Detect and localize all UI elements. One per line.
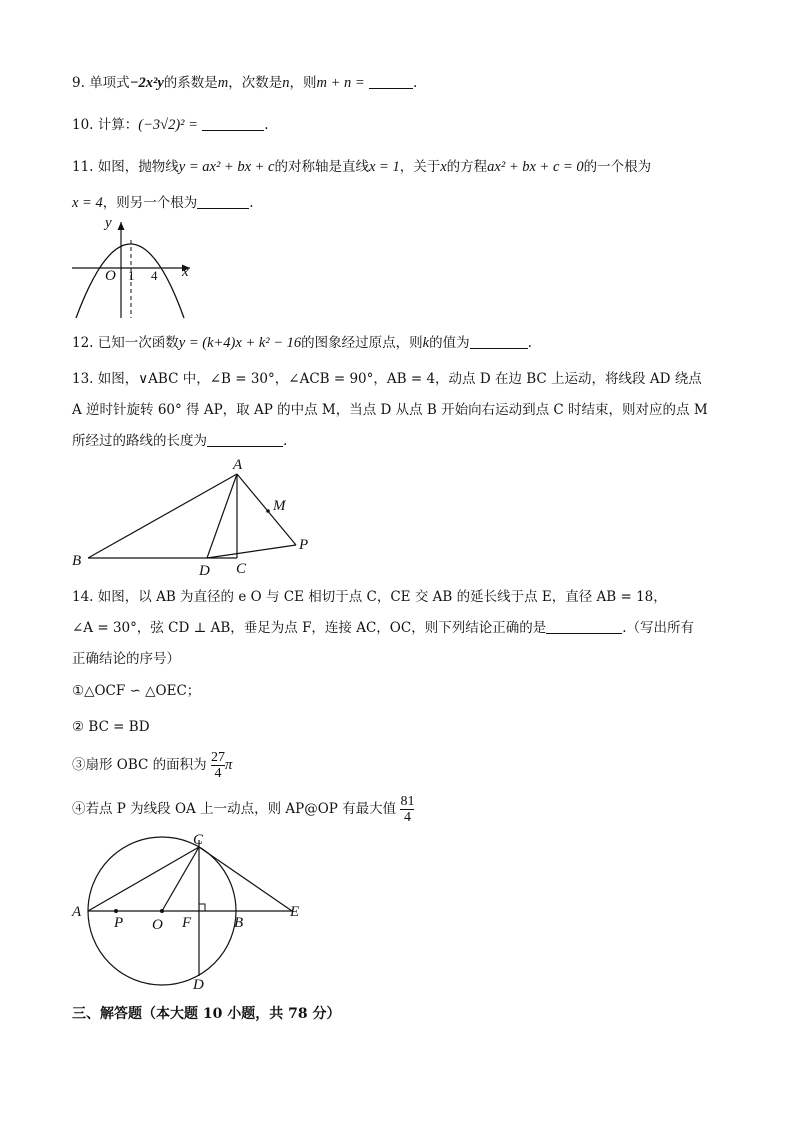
option-2 (72, 718, 150, 736)
text: 的方程 (446, 159, 488, 175)
quadratic-equation: ax² + bx + c = 0 (487, 159, 584, 175)
right-angle-mark (199, 904, 205, 911)
linear-function: y = (k+4)x + k² − 16 (178, 335, 302, 351)
chord-AC (88, 847, 199, 911)
text: 的值为 (429, 335, 470, 351)
circle-figure (64, 828, 324, 994)
text: 的系数是 (163, 75, 218, 91)
question-12 (72, 334, 532, 352)
label-C: C (236, 561, 247, 577)
label-O: O (152, 917, 163, 933)
parabola-figure (70, 214, 200, 324)
section-3-heading: 三、解答题（本大题 10 小题，共 78 分） (72, 1006, 341, 1022)
x-label: x (182, 264, 189, 280)
fraction (400, 794, 414, 825)
segment-DP (207, 545, 296, 558)
point-O (160, 909, 164, 913)
text: 如图，∨ABC 中，∠B = 30°，∠ACB = 90°，AB = 4，动点 D 在边 BC 上运动，将线段 AD 绕点 (97, 371, 702, 387)
question-number: 12. (72, 335, 94, 351)
denominator: 4 (403, 810, 411, 825)
root: x = 4 (72, 195, 103, 211)
option-3 (72, 750, 232, 781)
question-14-line-2 (72, 619, 694, 637)
var-x: x (440, 159, 447, 175)
var-m: m (217, 75, 229, 91)
answer-blank[interactable] (546, 620, 622, 634)
expression: m + n = (316, 75, 365, 91)
question-10 (72, 116, 269, 134)
period: . (283, 433, 288, 449)
var-n: n (282, 75, 290, 91)
answer-blank[interactable] (369, 75, 413, 89)
question-11-line-1 (72, 158, 651, 176)
label-M: M (273, 498, 286, 514)
tick-4-label: 4 (151, 268, 158, 283)
text: 已知一次函数 (97, 335, 179, 351)
text: 的对称轴是直线 (274, 159, 369, 175)
text: 计算： (97, 117, 139, 133)
text: ，则 (289, 75, 317, 91)
question-9 (72, 74, 417, 92)
text: ，则另一个根为 (102, 195, 198, 211)
question-number: 13. (72, 371, 94, 387)
text: ，关于 (399, 159, 441, 175)
text: 如图，抛物线 (97, 159, 179, 175)
point-P (114, 909, 118, 913)
text: 的图象经过原点，则 (301, 335, 423, 351)
fraction (211, 750, 225, 781)
pi: π (224, 757, 233, 773)
option-4 (72, 794, 414, 825)
radius-OC (162, 847, 199, 911)
point-M (266, 509, 270, 513)
label-P: P (114, 915, 124, 931)
y-axis-arrow (118, 222, 125, 230)
answer-blank[interactable] (197, 195, 249, 209)
period: . (264, 117, 269, 133)
question-13-line-1 (72, 370, 702, 388)
option-text: ④若点 P 为线段 OA 上一动点，则 AP@OP 有最大值 (72, 801, 397, 817)
option-text: ② BC = BD (72, 719, 150, 735)
option-text: ③扇形 OBC 的面积为 (72, 757, 207, 773)
option-1 (72, 682, 200, 700)
option-text: ①△OCF ∽ △OEC； (72, 683, 201, 699)
segment-AB (88, 474, 237, 558)
var-k: k (422, 335, 430, 351)
question-13-line-3 (72, 432, 287, 450)
label-C: C (193, 832, 204, 848)
label-D: D (193, 977, 204, 993)
origin-label: O (105, 268, 116, 284)
question-number: 11. (72, 159, 94, 175)
parabola-equation: y = ax² + bx + c (178, 159, 275, 175)
text: 所经过的路线的长度为 (72, 433, 207, 449)
period: . (412, 75, 418, 91)
expression: (−3√2)² = (138, 117, 198, 133)
denominator: 4 (214, 766, 222, 781)
label-B: B (72, 553, 82, 569)
question-13-line-2 (72, 401, 708, 419)
answer-blank[interactable] (207, 433, 283, 447)
tangent-CE (199, 847, 292, 911)
label-E: E (290, 904, 300, 920)
period: . (527, 335, 532, 351)
text: A 逆时针旋转 60° 得 AP，取 AP 的中点 M，当点 D 从点 B 开始向右运动到点 C 时结束，则对应的点 M (72, 402, 708, 418)
answer-blank[interactable] (470, 335, 528, 349)
period: . (249, 195, 254, 211)
label-F: F (182, 915, 192, 931)
text: 单项式 (89, 75, 130, 91)
question-14-line-3 (72, 650, 180, 668)
text: 的一个根为 (583, 159, 652, 175)
text: 如图，以 AB 为直径的 e O 与 CE 相切于点 C，CE 交 AB 的延长线于点 E，直径 AB = 18， (97, 589, 667, 605)
text: ，次数是 (228, 75, 283, 91)
tick-1-label: 1 (128, 268, 135, 283)
label-A: A (72, 904, 82, 920)
question-number: 10. (72, 117, 94, 133)
axis-equation: x = 1 (368, 159, 400, 175)
numerator: 81 (400, 794, 415, 809)
question-11-line-2 (72, 194, 254, 212)
monomial: −2x²y (129, 75, 164, 91)
text: .（写出所有 (622, 620, 694, 636)
text: 正确结论的序号） (72, 651, 180, 667)
label-B: B (234, 915, 244, 931)
question-number: 14. (72, 589, 94, 605)
question-14-line-1 (72, 588, 667, 606)
y-label: y (105, 215, 112, 231)
label-P: P (299, 537, 309, 553)
segment-AP (237, 474, 296, 545)
question-number: 9. (72, 75, 85, 91)
text: ∠A = 30°，弦 CD ⊥ AB，垂足为点 F，连接 AC，OC，则下列结论正确的是 (72, 620, 547, 636)
numerator: 27 (210, 750, 225, 765)
segment-AD (207, 474, 237, 558)
triangle-figure (62, 454, 332, 580)
label-D: D (199, 563, 210, 579)
label-A: A (233, 457, 243, 473)
answer-blank[interactable] (202, 117, 264, 131)
